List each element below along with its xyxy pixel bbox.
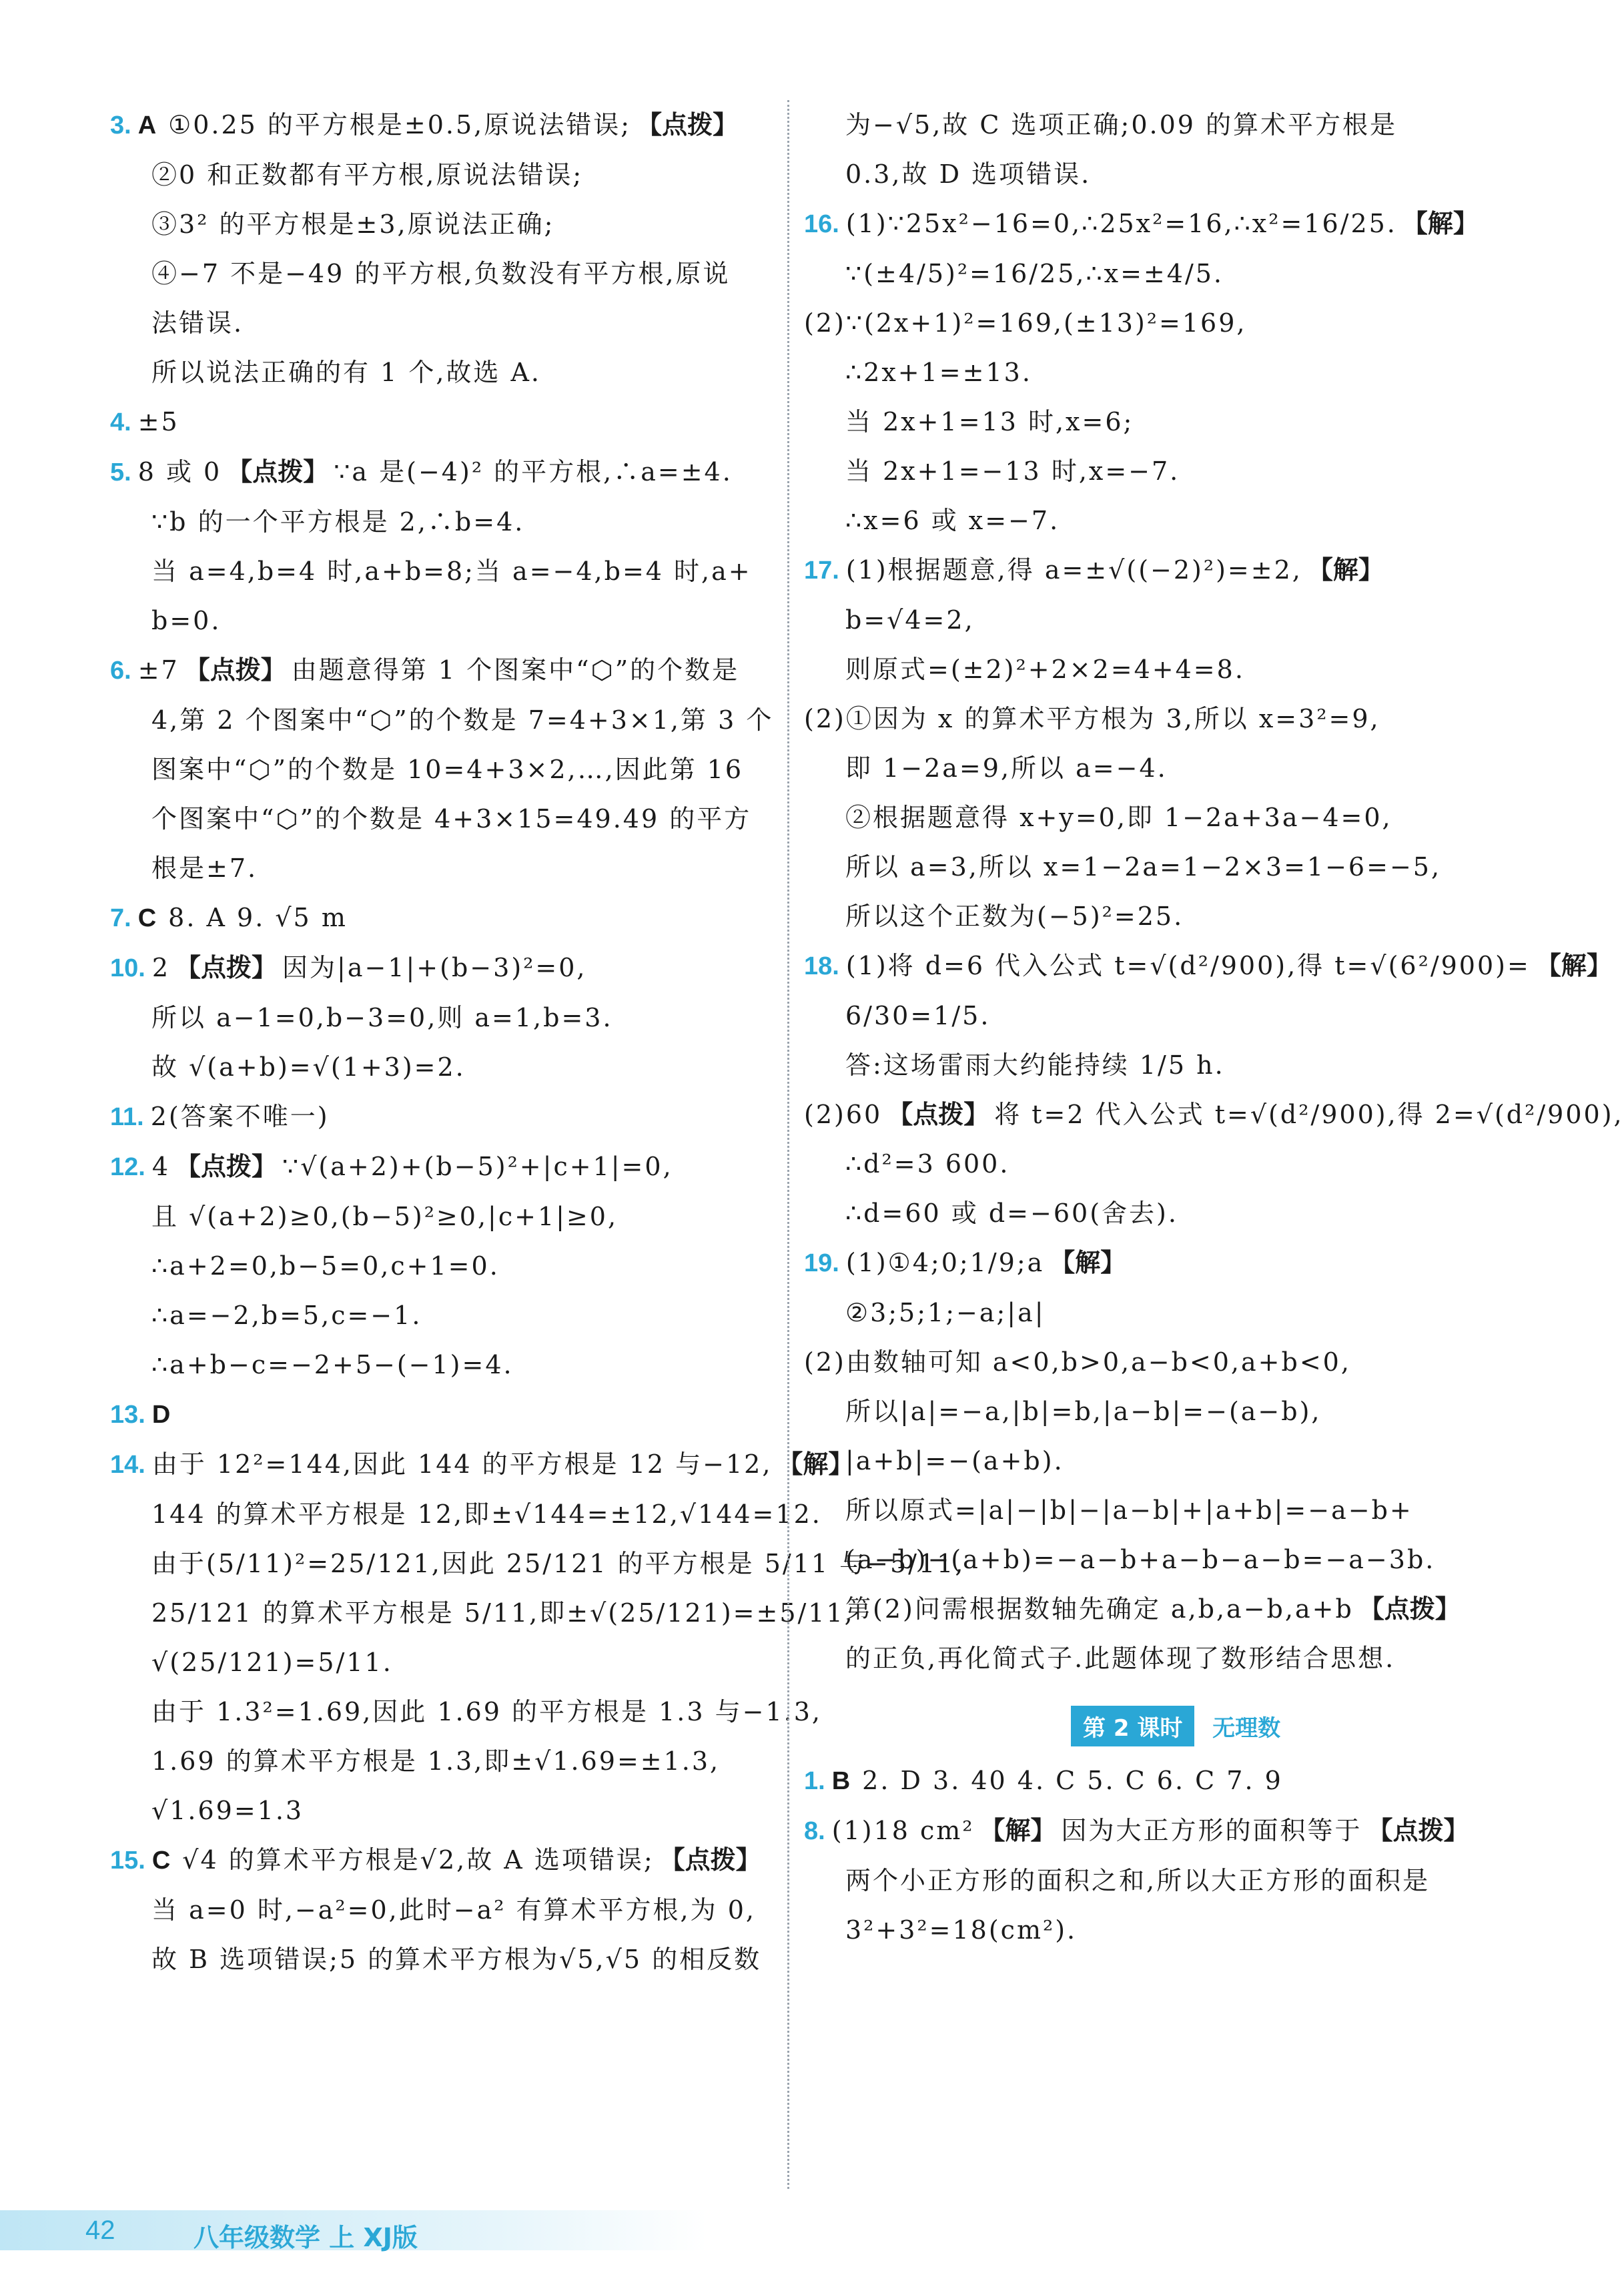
answer-line (110, 150, 784, 200)
answer-text: 当 a=0 时,−a²=0,此时−a² 有算术平方根,为 0, (151, 1895, 756, 1925)
answer-line (110, 1539, 965, 1588)
answer-line (110, 1736, 784, 1786)
answer-line (110, 1588, 855, 1638)
explanation-tag: 【解】 (979, 1816, 1056, 1845)
answer-line (804, 645, 1478, 694)
column-divider (787, 100, 789, 2189)
answer-line (804, 1238, 1478, 1288)
explanation-tag: 【解】 (1307, 555, 1384, 585)
answer-text: 25/121 的算术平方根是 5/11,即±√(25/121)=±5/11, (151, 1598, 855, 1628)
answer-line (110, 745, 784, 794)
answer-text: ②3;5;1;−a;|a| (845, 1298, 1046, 1327)
answer-line (110, 1241, 784, 1291)
answer-choice: A (137, 111, 157, 139)
explanation-tag: 【点拨】 (659, 1845, 761, 1875)
question-number: 6. (110, 657, 131, 685)
answer-text: 2. D 3. 40 4. C 5. C 6. C 7. 9 (862, 1766, 1283, 1795)
answer-line (110, 1291, 784, 1340)
answer-line (804, 743, 1478, 793)
answer-text: 将 t=2 代入公式 t=√(d²/900),得 2=√(d²/900), (994, 1100, 1624, 1129)
answer-line (804, 1040, 1478, 1090)
answer-line (804, 1584, 1478, 1634)
answer-line (804, 446, 1478, 496)
answer-text: ∴a=−2,b=5,c=−1. (151, 1301, 422, 1330)
answer-line (110, 547, 784, 596)
answer-text: 当 2x+1=13 时,x=6; (845, 407, 1134, 436)
answer-line (804, 892, 1478, 941)
question-number: 12. (110, 1153, 145, 1181)
answer-line (110, 1638, 784, 1687)
answer-text: 由于 12²=144,因此 144 的平方根是 12 与−12, (151, 1449, 773, 1479)
explanation-tag: 【解】 (777, 1449, 854, 1479)
answer-line (804, 1486, 1478, 1535)
answer-text: (1)∵25x²−16=0,∴25x²=16,∴x²=16/25. (845, 209, 1397, 238)
answer-text: ∴d=60 或 d=−60(舍去). (845, 1199, 1178, 1228)
answer-text: 由于 1.3²=1.69,因此 1.69 的平方根是 1.3 与−1.3, (151, 1697, 822, 1726)
answer-text: (1)将 d=6 代入公式 t=√(d²/900),得 t=√(6²/900)= (845, 951, 1531, 980)
answer-text: (1)18 cm² (831, 1816, 975, 1845)
answer-text: 两个小正方形的面积之和,所以大正方形的面积是 (845, 1866, 1431, 1895)
answer-line (804, 149, 1478, 199)
explanation-tag: 【点拨】 (184, 655, 286, 685)
answer-line (110, 447, 784, 497)
section-badge: 第 2 课时 (1071, 1706, 1194, 1746)
question-number: 11. (110, 1103, 144, 1131)
answer-text: √(25/121)=5/11. (151, 1648, 393, 1677)
answer-text: 的正负,再化简式子.此题体现了数形结合思想. (845, 1644, 1396, 1673)
answer-choice: D (151, 1401, 171, 1429)
answer-line (804, 249, 1478, 298)
answer-text: 为−√5,故 C 选项正确;0.09 的算术平方根是 (845, 110, 1398, 139)
answer-text: 6/30=1/5. (845, 1001, 991, 1030)
question-number: 14. (110, 1451, 145, 1479)
answer-text: 所以|a|=−a,|b|=b,|a−b|=−(a−b), (845, 1397, 1322, 1426)
answer-text: ±5 (137, 407, 179, 436)
answer-text: √1.69=1.3 (151, 1796, 304, 1825)
answer-line (804, 298, 1478, 348)
answer-text: 所以说法正确的有 1 个,故选 A. (151, 358, 542, 387)
answer-line (804, 595, 1478, 645)
page-footer (0, 2210, 1544, 2264)
answer-text: 所以这个正数为(−5)²=25. (845, 902, 1184, 931)
question-number: 19. (804, 1249, 839, 1277)
answer-text: 因为|a−1|+(b−3)²=0, (282, 953, 587, 982)
answer-line (804, 545, 1478, 595)
answer-text: 8 或 0 (137, 457, 222, 486)
answer-line (804, 1634, 1478, 1683)
answer-text: ±7 (137, 655, 179, 685)
answer-text: ④−7 不是−49 的平方根,负数没有平方根,原说 (151, 259, 731, 288)
question-number: 1. (804, 1767, 825, 1795)
answer-text: (2)由数轴可知 a<0,b>0,a−b<0,a+b<0, (804, 1347, 1351, 1377)
answer-line (110, 1490, 822, 1539)
answer-text: 即 1−2a=9,所以 a=−4. (845, 753, 1168, 783)
answer-text: (1)①4;0;1/9;a (845, 1248, 1045, 1277)
answer-line (110, 596, 784, 645)
answer-line (804, 1139, 1478, 1189)
answer-text: 2(答案不唯一) (150, 1102, 330, 1131)
answer-line (804, 397, 1478, 446)
explanation-tag: 【点拨】 (227, 457, 329, 486)
answer-line (804, 1189, 1478, 1238)
answer-text: b=√4=2, (845, 605, 975, 635)
answer-text: (1)根据题意,得 a=±√((−2)²)=±2, (845, 555, 1302, 585)
answer-text: ∴x=6 或 x=−7. (845, 506, 1060, 535)
answer-line (110, 1389, 784, 1439)
answer-line (110, 200, 784, 249)
answer-text: 当 2x+1=−13 时,x=−7. (845, 456, 1180, 486)
answer-line (110, 397, 784, 447)
answer-text: 144 的算术平方根是 12,即±√144=±12,√144=12. (151, 1500, 822, 1529)
answer-text: b=0. (151, 606, 222, 635)
answer-text: ③3² 的平方根是±3,原说法正确; (151, 210, 555, 239)
answer-text: 个图案中“⬡”的个数是 4+3×15=49.49 的平方 (151, 804, 752, 834)
answer-line (804, 941, 1612, 991)
answer-choice: C (137, 904, 157, 932)
answer-text: (a−b)−(a+b)=−a−b+a−b−a−b=−a−3b. (845, 1545, 1436, 1574)
section-title: 无理数 (1212, 1715, 1281, 1742)
answer-text: 则原式=(±2)²+2×2=4+4=8. (845, 655, 1245, 684)
question-number: 15. (110, 1847, 145, 1875)
explanation-tag: 【解】 (1050, 1248, 1126, 1277)
answer-choice: B (831, 1767, 851, 1795)
right-column-wrap (804, 100, 1624, 1955)
answer-text: 所以 a−1=0,b−3=0,则 a=1,b=3. (151, 1003, 613, 1032)
answer-text: 根是±7. (151, 854, 258, 883)
answer-text: ∵(±4/5)²=16/25,∴x=±4/5. (845, 259, 1224, 288)
question-number: 3. (110, 111, 131, 139)
question-number: 8. (804, 1817, 825, 1845)
answer-line (804, 1337, 1478, 1387)
answer-text: ①0.25 的平方根是±0.5,原说法错误; (168, 110, 632, 139)
answer-line (110, 100, 784, 150)
question-number: 16. (804, 210, 839, 238)
answer-line (110, 249, 784, 298)
right-column-continued (804, 1756, 1478, 1955)
right-column (804, 100, 1624, 1683)
answer-text: ∵√(a+2)+(b−5)²+|c+1|=0, (282, 1152, 673, 1181)
answer-text: 由于(5/11)²=25/121,因此 25/121 的平方根是 5/11 与−5/11, (151, 1549, 965, 1578)
answer-text: 故 √(a+b)=√(1+3)=2. (151, 1052, 466, 1082)
question-number: 18. (804, 952, 839, 980)
question-number: 13. (110, 1401, 145, 1429)
answer-line (804, 496, 1478, 545)
answer-line (110, 348, 784, 397)
answer-line (804, 1090, 1624, 1139)
answer-line (110, 1935, 784, 1984)
explanation-tag: 【点拨】 (887, 1100, 989, 1129)
answer-line (804, 1288, 1478, 1337)
answer-line (110, 1340, 784, 1389)
answer-text: |a+b|=−(a+b). (845, 1446, 1064, 1476)
answer-line (110, 943, 784, 993)
explanation-tag: 【点拨】 (1358, 1594, 1461, 1624)
answer-text: ②根据题意得 x+y=0,即 1−2a+3a−4=0, (845, 803, 1392, 832)
answer-line (804, 991, 1478, 1040)
answer-line (110, 1687, 822, 1736)
question-number: 7. (110, 904, 131, 932)
answer-line (110, 1192, 784, 1241)
answer-text: ②0 和正数都有平方根,原说法错误; (151, 160, 584, 190)
explanation-tag: 【解】 (1402, 209, 1479, 238)
answer-text: 所以 a=3,所以 x=1−2a=1−2×3=1−6=−5, (845, 852, 1442, 882)
answer-line (110, 695, 784, 745)
answer-text: 答:这场雷雨大约能持续 1/5 h. (845, 1050, 1225, 1080)
page-number: 42 (85, 2216, 115, 2245)
answer-line (804, 793, 1478, 842)
question-number: 10. (110, 954, 145, 982)
answer-line (804, 1436, 1478, 1486)
answer-text: 故 B 选项错误;5 的算术平方根为√5,√5 的相反数 (151, 1945, 762, 1974)
answer-text: 第(2)问需根据数轴先确定 a,b,a−b,a+b (845, 1594, 1354, 1624)
answer-line (110, 1835, 784, 1885)
answer-text: 1.69 的算术平方根是 1.3,即±√1.69=±1.3, (151, 1746, 721, 1776)
answer-line (804, 348, 1478, 397)
answer-text: 0.3,故 D 选项错误. (845, 159, 1092, 189)
answer-choice: C (151, 1847, 171, 1875)
answer-line (804, 100, 1478, 149)
answer-text: (2)60 (804, 1100, 883, 1129)
answer-line (110, 893, 784, 943)
section-header (1071, 1706, 1280, 1746)
explanation-tag: 【点拨】 (637, 110, 739, 139)
answer-line (804, 1387, 1478, 1436)
answer-text: 当 a=4,b=4 时,a+b=8;当 a=−4,b=4 时,a+ (151, 557, 752, 586)
answer-line (110, 645, 784, 695)
answer-text: 因为大正方形的面积等于 (1061, 1816, 1362, 1845)
question-number: 4. (110, 408, 131, 436)
answer-text: ∵b 的一个平方根是 2,∴b=4. (151, 507, 525, 537)
answer-line (804, 199, 1478, 249)
answer-text: 3²+3²=18(cm²). (845, 1915, 1078, 1945)
answer-line (804, 842, 1478, 892)
answer-text: 所以原式=|a|−|b|−|a−b|+|a+b|=−a−b+ (845, 1496, 1413, 1525)
answer-text: ∴a+b−c=−2+5−(−1)=4. (151, 1350, 514, 1379)
answer-line (804, 1806, 1478, 1856)
answer-text: 8. A 9. √5 m (168, 903, 348, 932)
answer-text: ∴d²=3 600. (845, 1149, 1010, 1179)
answer-text: √4 的算术平方根是√2,故 A 选项错误; (182, 1845, 655, 1875)
answer-text: ∴2x+1=±13. (845, 358, 1032, 387)
question-number: 5. (110, 458, 131, 486)
answer-text: 图案中“⬡”的个数是 10=4+3×2,…,因此第 16 (151, 755, 744, 784)
answer-text: 由题意得第 1 个图案中“⬡”的个数是 (291, 655, 740, 685)
answer-line (804, 1535, 1478, 1584)
answer-line (804, 1856, 1478, 1905)
answer-line (110, 794, 784, 844)
answer-line (110, 1142, 784, 1192)
answer-line (804, 694, 1478, 743)
explanation-tag: 【点拨】 (175, 1152, 278, 1181)
answer-text: 2 (151, 953, 171, 982)
answer-text: 法错误. (151, 308, 244, 338)
answer-line (110, 844, 784, 893)
answer-text: (2)①因为 x 的算术平方根为 3,所以 x=3²=9, (804, 704, 1380, 733)
answer-line (110, 993, 784, 1042)
question-number: 17. (804, 557, 839, 585)
explanation-tag: 【点拨】 (175, 953, 278, 982)
book-title: 八年级数学 上 XJ版 (193, 2223, 418, 2252)
answer-line (110, 1439, 854, 1490)
answer-text: ∵a 是(−4)² 的平方根,∴a=±4. (334, 457, 733, 486)
explanation-tag: 【点拨】 (1367, 1816, 1469, 1845)
answer-line (110, 1042, 784, 1092)
answer-line (110, 1885, 784, 1935)
answer-text: ∴a+2=0,b−5=0,c+1=0. (151, 1251, 500, 1281)
answer-text: 4,第 2 个图案中“⬡”的个数是 7=4+3×1,第 3 个 (151, 705, 774, 735)
answer-text: (2)∵(2x+1)²=169,(±13)²=169, (804, 308, 1247, 338)
answer-line (110, 1786, 784, 1835)
answer-line (804, 1905, 1478, 1955)
answer-text: 4 (151, 1152, 171, 1181)
answer-line (110, 497, 784, 547)
answer-text: 且 √(a+2)≥0,(b−5)²≥0,|c+1|≥0, (151, 1202, 619, 1231)
answer-line (110, 1092, 784, 1142)
answer-line (110, 298, 784, 348)
answer-line (804, 1756, 1478, 1806)
explanation-tag: 【解】 (1535, 951, 1612, 980)
